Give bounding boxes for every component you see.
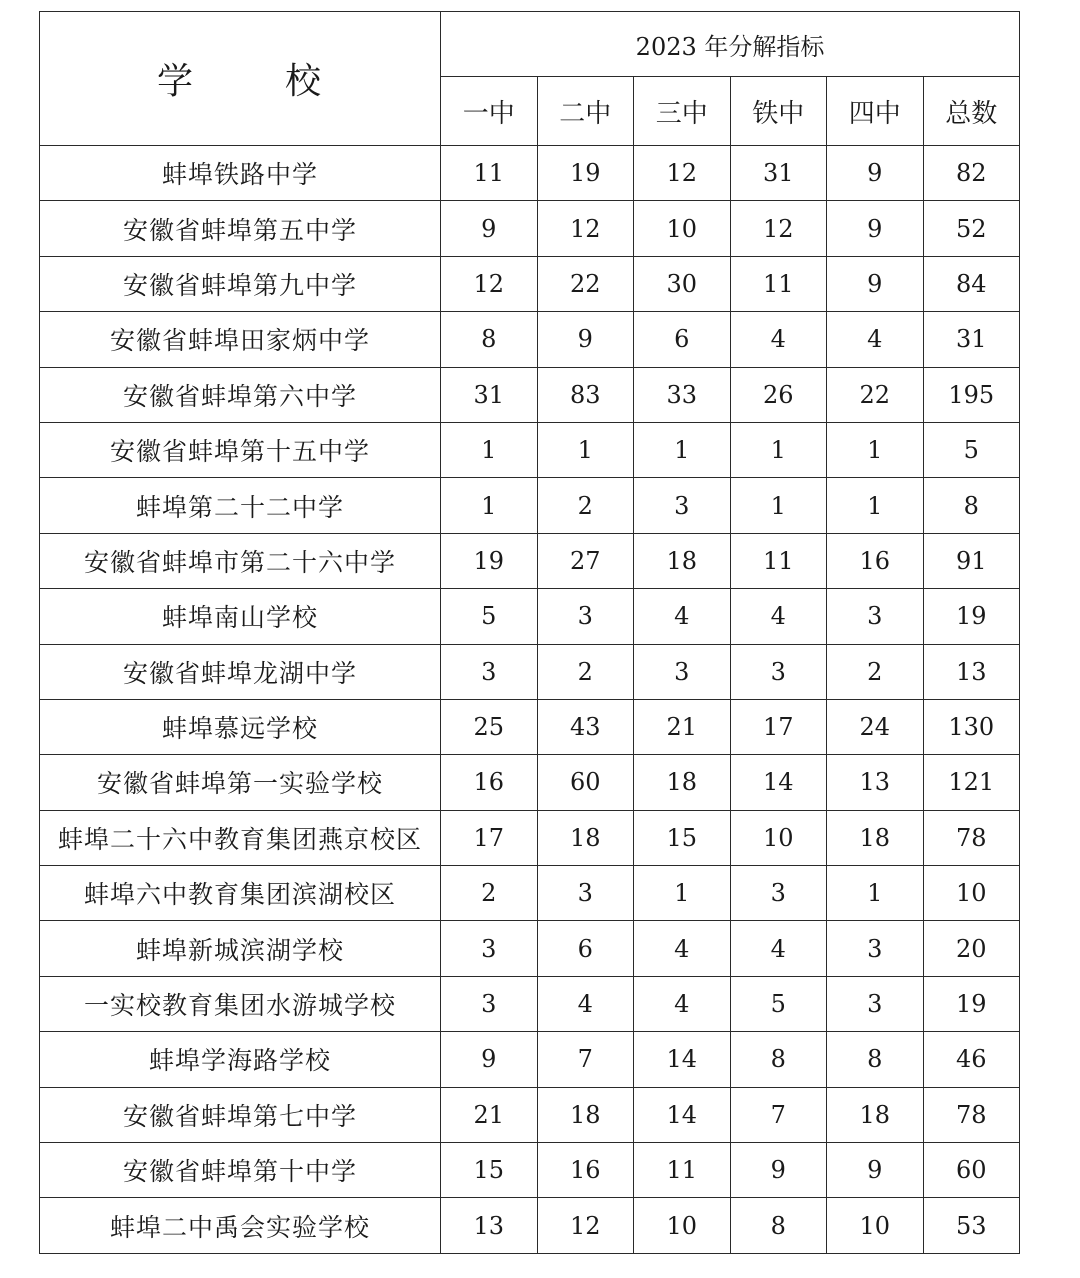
school-name-cell: 蚌埠六中教育集团滨湖校区 [40,866,441,921]
quota-value-cell: 22 [537,256,634,311]
quota-value-cell: 16 [441,755,538,810]
column-header: 铁中 [730,77,827,146]
quota-value-cell: 82 [923,146,1020,201]
quota-value-cell: 19 [441,533,538,588]
school-header-char-1: 学 [156,61,195,102]
quota-value-cell: 3 [827,976,924,1031]
school-name-cell: 安徽省蚌埠第五中学 [40,201,441,256]
quota-value-cell: 83 [537,367,634,422]
quota-value-cell: 1 [827,866,924,921]
quota-value-cell: 13 [441,1198,538,1253]
school-name-cell: 蚌埠铁路中学 [40,146,441,201]
quota-value-cell: 60 [923,1143,1020,1198]
school-name-cell: 安徽省蚌埠第九中学 [40,256,441,311]
quota-value-cell: 21 [634,699,731,754]
quota-value-cell: 10 [730,810,827,865]
quota-value-cell: 11 [730,256,827,311]
school-header-char-2: 校 [285,61,324,102]
table-row [40,422,1020,477]
quota-value-cell: 9 [827,146,924,201]
quota-value-cell: 17 [441,810,538,865]
table-row [40,367,1020,422]
quota-value-cell: 46 [923,1032,1020,1087]
quota-value-cell: 9 [827,201,924,256]
quota-value-cell: 31 [730,146,827,201]
table-row [40,312,1020,367]
quota-value-cell: 78 [923,810,1020,865]
quota-value-cell: 7 [730,1087,827,1142]
quota-value-cell: 2 [537,644,634,699]
table-row [40,1198,1020,1253]
school-name-cell: 蚌埠二中禹会实验学校 [40,1198,441,1253]
quota-value-cell: 18 [634,533,731,588]
table-row [40,1087,1020,1142]
quota-value-cell: 26 [730,367,827,422]
quota-value-cell: 20 [923,921,1020,976]
table-row [40,1032,1020,1087]
quota-value-cell: 8 [441,312,538,367]
quota-value-cell: 1 [537,422,634,477]
quota-value-cell: 3 [441,644,538,699]
quota-value-cell: 14 [634,1087,731,1142]
table-body [40,146,1020,1254]
quota-value-cell: 21 [441,1087,538,1142]
school-name-cell: 蚌埠第二十二中学 [40,478,441,533]
quota-value-cell: 53 [923,1198,1020,1253]
quota-value-cell: 4 [634,921,731,976]
quota-value-cell: 3 [441,976,538,1031]
quota-value-cell: 15 [634,810,731,865]
table-row [40,589,1020,644]
quota-value-cell: 10 [923,866,1020,921]
quota-value-cell: 91 [923,533,1020,588]
quota-value-cell: 5 [730,976,827,1031]
quota-value-cell: 18 [537,1087,634,1142]
quota-value-cell: 8 [827,1032,924,1087]
quota-value-cell: 121 [923,755,1020,810]
quota-value-cell: 1 [441,422,538,477]
quota-value-cell: 4 [634,589,731,644]
table-row [40,1143,1020,1198]
quota-value-cell: 3 [634,478,731,533]
quota-value-cell: 4 [634,976,731,1031]
school-name-cell: 安徽省蚌埠第十中学 [40,1143,441,1198]
quota-table [39,11,1020,1254]
quota-value-cell: 52 [923,201,1020,256]
table-row [40,201,1020,256]
table-row [40,755,1020,810]
school-name-cell: 蚌埠慕远学校 [40,699,441,754]
quota-value-cell: 12 [537,1198,634,1253]
quota-value-cell: 19 [537,146,634,201]
school-name-cell: 一实校教育集团水游城学校 [40,976,441,1031]
quota-value-cell: 4 [730,312,827,367]
quota-value-cell: 12 [634,146,731,201]
quota-value-cell: 60 [537,755,634,810]
quota-value-cell: 9 [730,1143,827,1198]
school-name-cell: 安徽省蚌埠第十五中学 [40,422,441,477]
quota-value-cell: 9 [441,1032,538,1087]
quota-value-cell: 1 [730,478,827,533]
table-row [40,699,1020,754]
quota-value-cell: 30 [634,256,731,311]
group-header: 2023 年分解指标 [441,12,1020,77]
quota-value-cell: 4 [827,312,924,367]
quota-value-cell: 1 [730,422,827,477]
quota-value-cell: 4 [537,976,634,1031]
quota-value-cell: 18 [827,810,924,865]
quota-value-cell: 10 [827,1198,924,1253]
school-name-cell: 安徽省蚌埠龙湖中学 [40,644,441,699]
quota-value-cell: 31 [923,312,1020,367]
quota-value-cell: 9 [827,1143,924,1198]
quota-value-cell: 31 [441,367,538,422]
quota-value-cell: 13 [923,644,1020,699]
school-name-cell: 蚌埠二十六中教育集团燕京校区 [40,810,441,865]
quota-value-cell: 22 [827,367,924,422]
quota-value-cell: 9 [441,201,538,256]
quota-value-cell: 1 [827,422,924,477]
quota-value-cell: 5 [441,589,538,644]
quota-value-cell: 195 [923,367,1020,422]
school-name-cell: 安徽省蚌埠第六中学 [40,367,441,422]
table-row [40,644,1020,699]
quota-value-cell: 18 [537,810,634,865]
quota-value-cell: 78 [923,1087,1020,1142]
quota-value-cell: 2 [827,644,924,699]
quota-value-cell: 3 [537,866,634,921]
quota-value-cell: 13 [827,755,924,810]
quota-value-cell: 6 [634,312,731,367]
table-row [40,866,1020,921]
table-row [40,976,1020,1031]
table-row [40,146,1020,201]
quota-value-cell: 19 [923,976,1020,1031]
quota-value-cell: 84 [923,256,1020,311]
quota-value-cell: 3 [441,921,538,976]
quota-value-cell: 3 [730,866,827,921]
school-name-cell: 蚌埠南山学校 [40,589,441,644]
quota-value-cell: 11 [441,146,538,201]
quota-value-cell: 24 [827,699,924,754]
quota-value-cell: 1 [827,478,924,533]
quota-value-cell: 12 [441,256,538,311]
quota-value-cell: 7 [537,1032,634,1087]
quota-value-cell: 3 [634,644,731,699]
quota-value-cell: 9 [827,256,924,311]
quota-value-cell: 33 [634,367,731,422]
quota-value-cell: 27 [537,533,634,588]
quota-value-cell: 18 [827,1087,924,1142]
column-header: 四中 [827,77,924,146]
quota-value-cell: 16 [537,1143,634,1198]
quota-value-cell: 9 [537,312,634,367]
quota-value-cell: 3 [827,589,924,644]
quota-value-cell: 12 [730,201,827,256]
quota-value-cell: 19 [923,589,1020,644]
quota-value-cell: 1 [634,866,731,921]
school-column-header [40,12,441,146]
quota-value-cell: 25 [441,699,538,754]
table-header [40,12,1020,146]
quota-value-cell: 10 [634,1198,731,1253]
school-name-cell: 蚌埠新城滨湖学校 [40,921,441,976]
quota-value-cell: 130 [923,699,1020,754]
quota-value-cell: 11 [730,533,827,588]
quota-value-cell: 14 [730,755,827,810]
school-name-cell: 安徽省蚌埠第七中学 [40,1087,441,1142]
school-name-cell: 安徽省蚌埠市第二十六中学 [40,533,441,588]
school-name-cell: 安徽省蚌埠第一实验学校 [40,755,441,810]
column-header: 三中 [634,77,731,146]
quota-value-cell: 15 [441,1143,538,1198]
quota-value-cell: 17 [730,699,827,754]
quota-value-cell: 8 [923,478,1020,533]
quota-value-cell: 2 [537,478,634,533]
column-header: 总数 [923,77,1020,146]
table-row [40,921,1020,976]
quota-value-cell: 11 [634,1143,731,1198]
quota-value-cell: 14 [634,1032,731,1087]
quota-value-cell: 8 [730,1032,827,1087]
quota-value-cell: 5 [923,422,1020,477]
quota-value-cell: 4 [730,589,827,644]
table-row [40,256,1020,311]
column-header: 一中 [441,77,538,146]
quota-value-cell: 2 [441,866,538,921]
quota-value-cell: 18 [634,755,731,810]
quota-value-cell: 3 [827,921,924,976]
quota-value-cell: 43 [537,699,634,754]
table-row [40,810,1020,865]
quota-value-cell: 3 [730,644,827,699]
table-row [40,478,1020,533]
quota-value-cell: 6 [537,921,634,976]
quota-value-cell: 1 [634,422,731,477]
quota-value-cell: 8 [730,1198,827,1253]
quota-value-cell: 16 [827,533,924,588]
table-row [40,533,1020,588]
quota-value-cell: 12 [537,201,634,256]
column-header: 二中 [537,77,634,146]
school-name-cell: 蚌埠学海路学校 [40,1032,441,1087]
quota-value-cell: 1 [441,478,538,533]
quota-value-cell: 4 [730,921,827,976]
quota-value-cell: 10 [634,201,731,256]
school-name-cell: 安徽省蚌埠田家炳中学 [40,312,441,367]
quota-value-cell: 3 [537,589,634,644]
